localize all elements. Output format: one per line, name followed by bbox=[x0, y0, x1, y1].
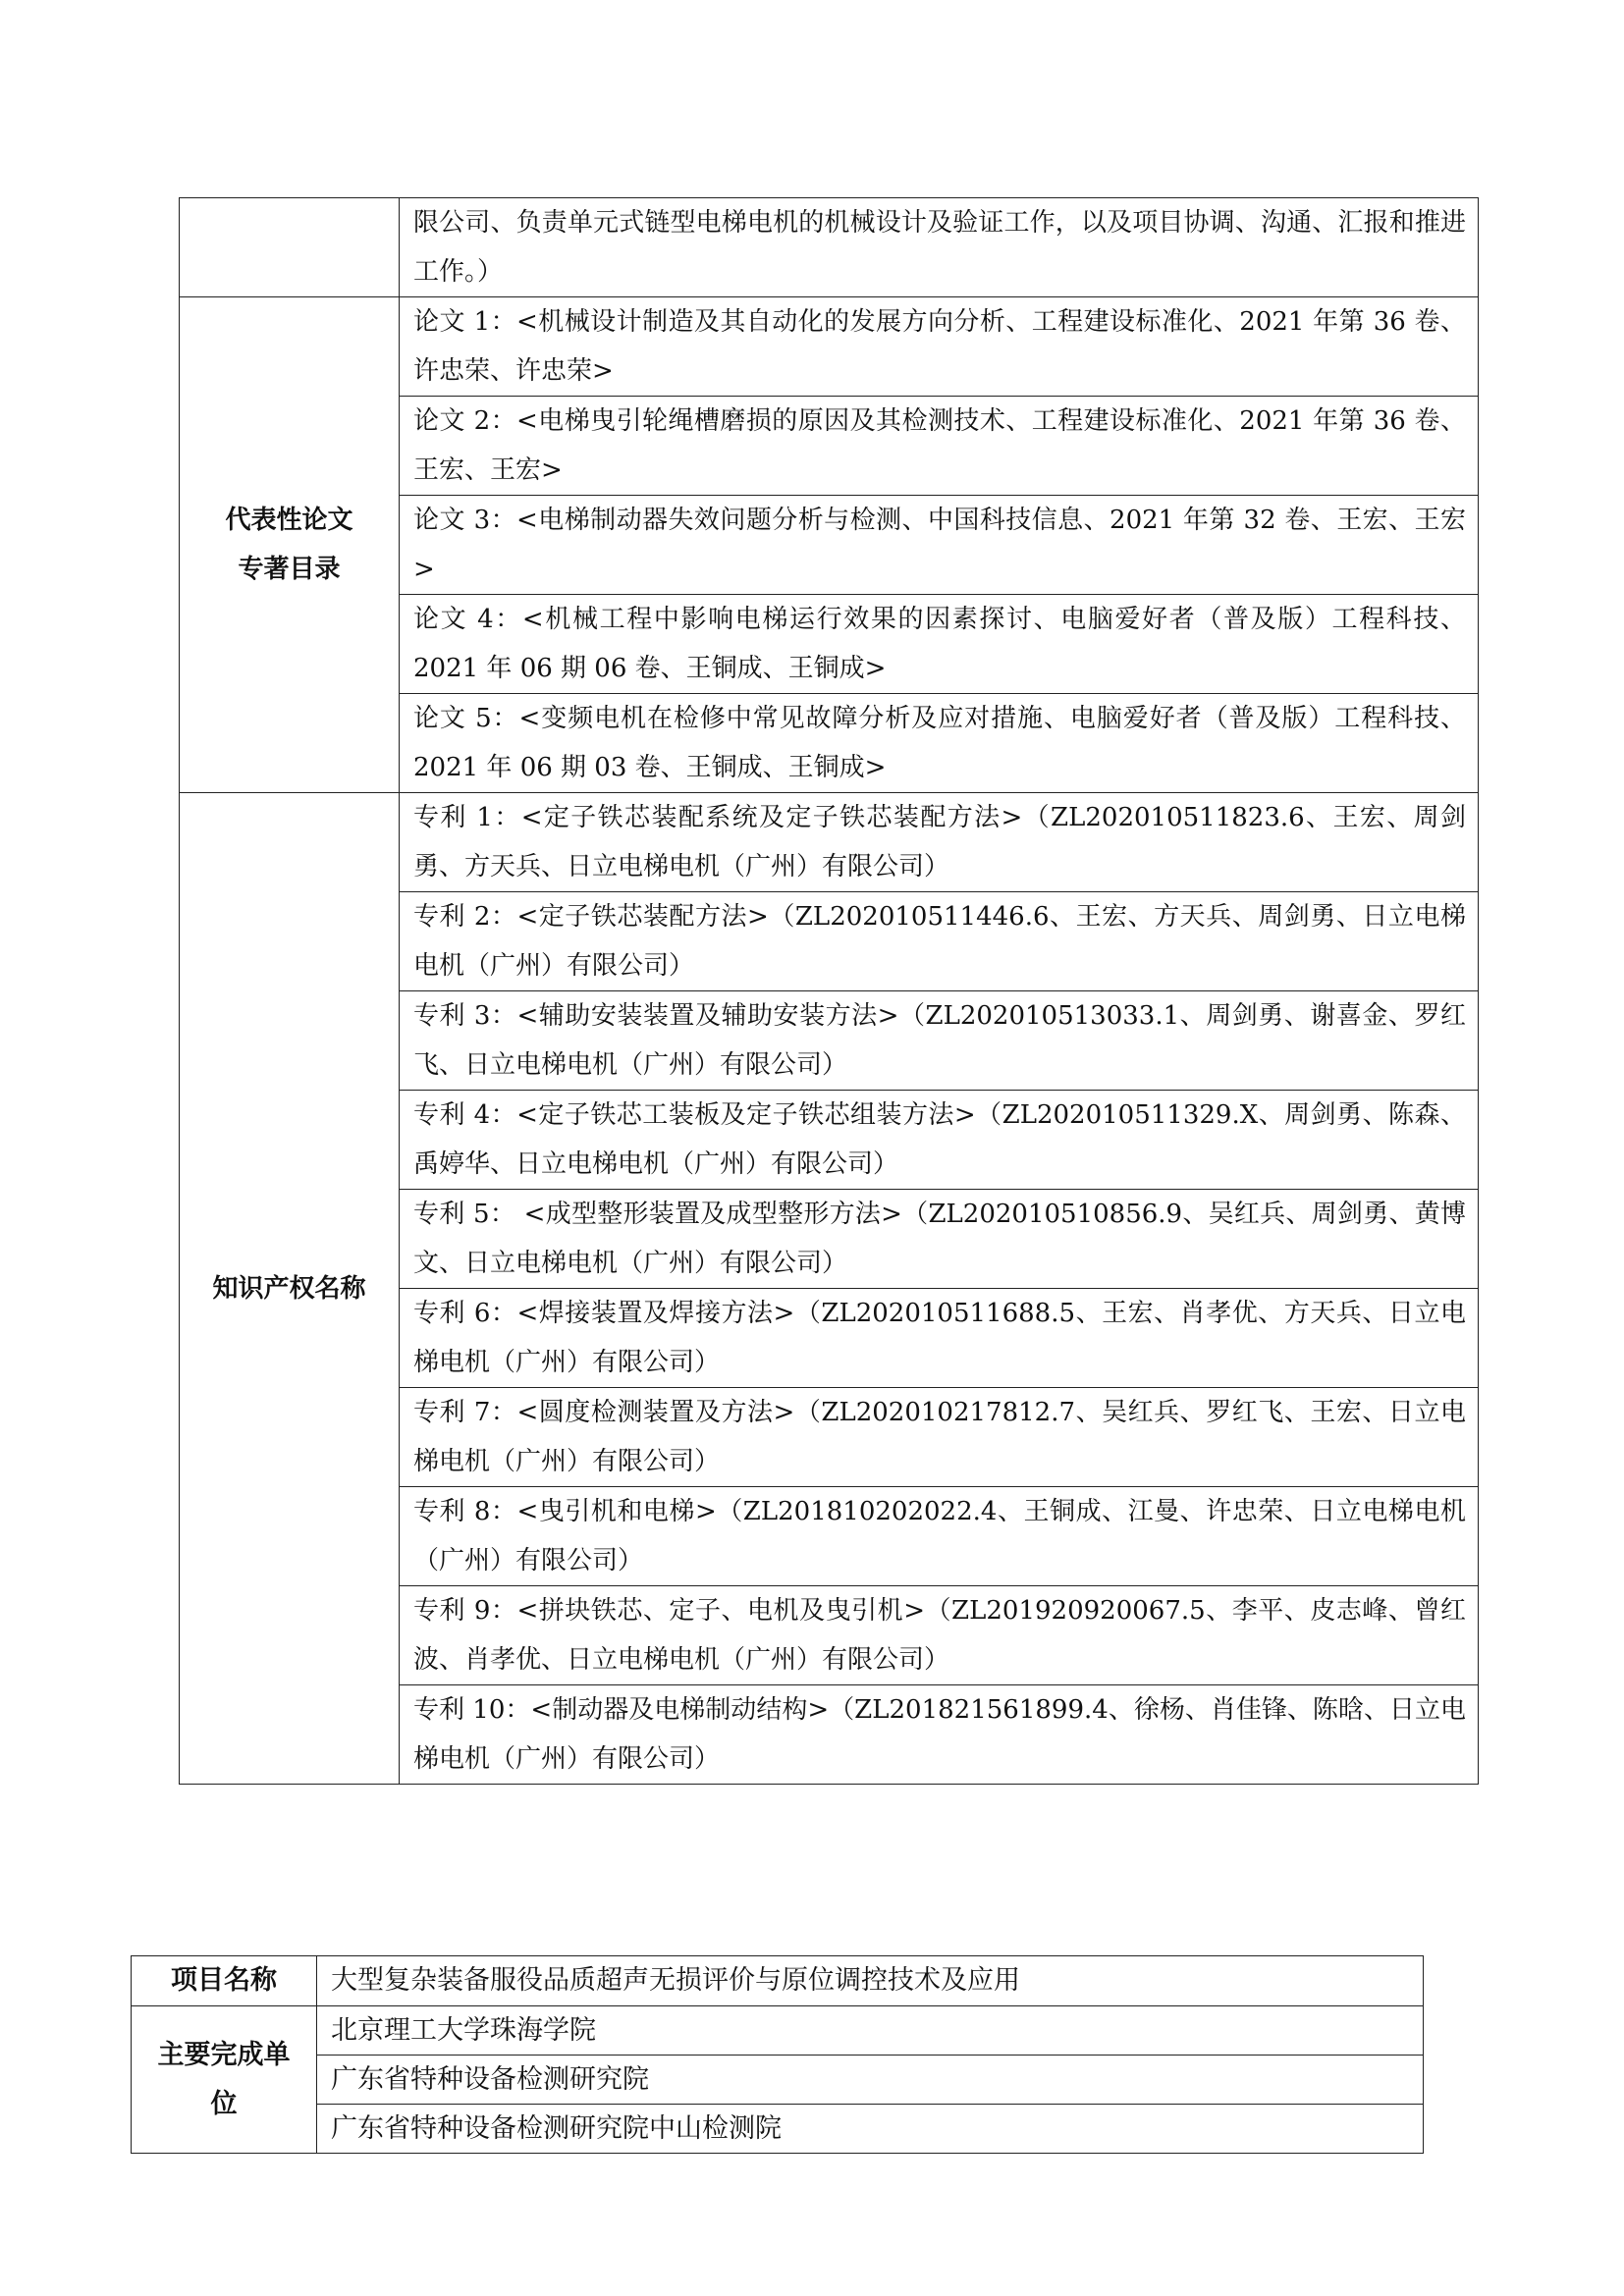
patent-entry: 专利 7：<圆度检测装置及方法>（ZL202010217812.7、吴红兵、罗红飞、王宏、日立电梯电机（广州）有限公司） bbox=[400, 1388, 1479, 1487]
patent-entry: 专利 10：<制动器及电梯制动结构>（ZL201821561899.4、徐杨、肖佳锋、陈晗、日立电梯电机（广州）有限公司） bbox=[400, 1685, 1479, 1785]
project-table bbox=[131, 1955, 1424, 2154]
continuation-row bbox=[180, 198, 1479, 297]
units-label-line2: 位 bbox=[210, 2088, 238, 2119]
units-label bbox=[132, 2006, 317, 2154]
paper-row bbox=[180, 297, 1479, 397]
units-label-line1: 主要完成单 bbox=[157, 2039, 291, 2070]
empty-label-cell bbox=[180, 198, 400, 297]
patent-entry: 专利 5： <成型整形装置及成型整形方法>（ZL202010510856.9、吴红兵、周剑勇、黄博文、日立电梯电机（广州）有限公司） bbox=[400, 1190, 1479, 1289]
patent-entry: 专利 4：<定子铁芯工装板及定子铁芯组装方法>（ZL202010511329.X、周剑勇、陈森、禹婷华、日立电梯电机（广州）有限公司） bbox=[400, 1091, 1479, 1190]
papers-label-line1: 代表性论文 bbox=[225, 506, 353, 535]
papers-label bbox=[180, 297, 400, 793]
papers-label-line2: 专著目录 bbox=[238, 555, 341, 584]
patent-entry: 专利 8：<曳引机和电梯>（ZL201810202022.4、王铜成、江曼、许忠荣、日立电梯电机（广州）有限公司） bbox=[400, 1487, 1479, 1586]
patent-entry: 专利 2：<定子铁芯装配方法>（ZL202010511446.6、王宏、方天兵、周剑勇、日立电梯电机（广州）有限公司） bbox=[400, 892, 1479, 991]
patent-entry: 专利 3：<辅助安装装置及辅助安装方法>（ZL202010513033.1、周剑勇、谢喜金、罗红飞、日立电梯电机（广州）有限公司） bbox=[400, 991, 1479, 1091]
patent-entry: 专利 1：<定子铁芯装配系统及定子铁芯装配方法>（ZL202010511823.6、王宏、周剑勇、方天兵、日立电梯电机（广州）有限公司） bbox=[400, 793, 1479, 892]
unit-entry: 广东省特种设备检测研究院中山检测院 bbox=[317, 2105, 1424, 2154]
ip-label: 知识产权名称 bbox=[180, 793, 400, 1785]
project-name-value: 大型复杂装备服役品质超声无损评价与原位调控技术及应用 bbox=[317, 1956, 1424, 2006]
unit-row bbox=[132, 2006, 1424, 2056]
continuation-text: 限公司、负责单元式链型电梯电机的机械设计及验证工作，以及项目协调、沟通、汇报和推进工作。） bbox=[400, 198, 1479, 297]
unit-entry: 北京理工大学珠海学院 bbox=[317, 2006, 1424, 2056]
project-name-label: 项目名称 bbox=[132, 1956, 317, 2006]
paper-entry: 论文 2：<电梯曳引轮绳槽磨损的原因及其检测技术、工程建设标准化、2021 年第 36 卷、王宏、王宏> bbox=[400, 397, 1479, 496]
patent-row bbox=[180, 793, 1479, 892]
paper-entry: 论文 4：<机械工程中影响电梯运行效果的因素探讨、电脑爱好者（普及版）工程科技、2021 年 06 期 06 卷、王铜成、王铜成> bbox=[400, 595, 1479, 694]
patent-entry: 专利 6：<焊接装置及焊接方法>（ZL202010511688.5、王宏、肖孝优、方天兵、日立电梯电机（广州）有限公司） bbox=[400, 1289, 1479, 1388]
achievements-table bbox=[179, 197, 1479, 1785]
paper-entry: 论文 5：<变频电机在检修中常见故障分析及应对措施、电脑爱好者（普及版）工程科技、2021 年 06 期 03 卷、王铜成、王铜成> bbox=[400, 694, 1479, 793]
unit-row bbox=[132, 2105, 1424, 2154]
unit-entry: 广东省特种设备检测研究院 bbox=[317, 2056, 1424, 2105]
unit-row bbox=[132, 2056, 1424, 2105]
paper-entry: 论文 1：<机械设计制造及其自动化的发展方向分析、工程建设标准化、2021 年第 36 卷、许忠荣、许忠荣> bbox=[400, 297, 1479, 397]
paper-entry: 论文 3：<电梯制动器失效问题分析与检测、中国科技信息、2021 年第 32 卷、王宏、王宏> bbox=[400, 496, 1479, 595]
patent-entry: 专利 9：<拼块铁芯、定子、电机及曳引机>（ZL201920920067.5、李平、皮志峰、曾红波、肖孝优、日立电梯电机（广州）有限公司） bbox=[400, 1586, 1479, 1685]
project-name-row bbox=[132, 1956, 1424, 2006]
